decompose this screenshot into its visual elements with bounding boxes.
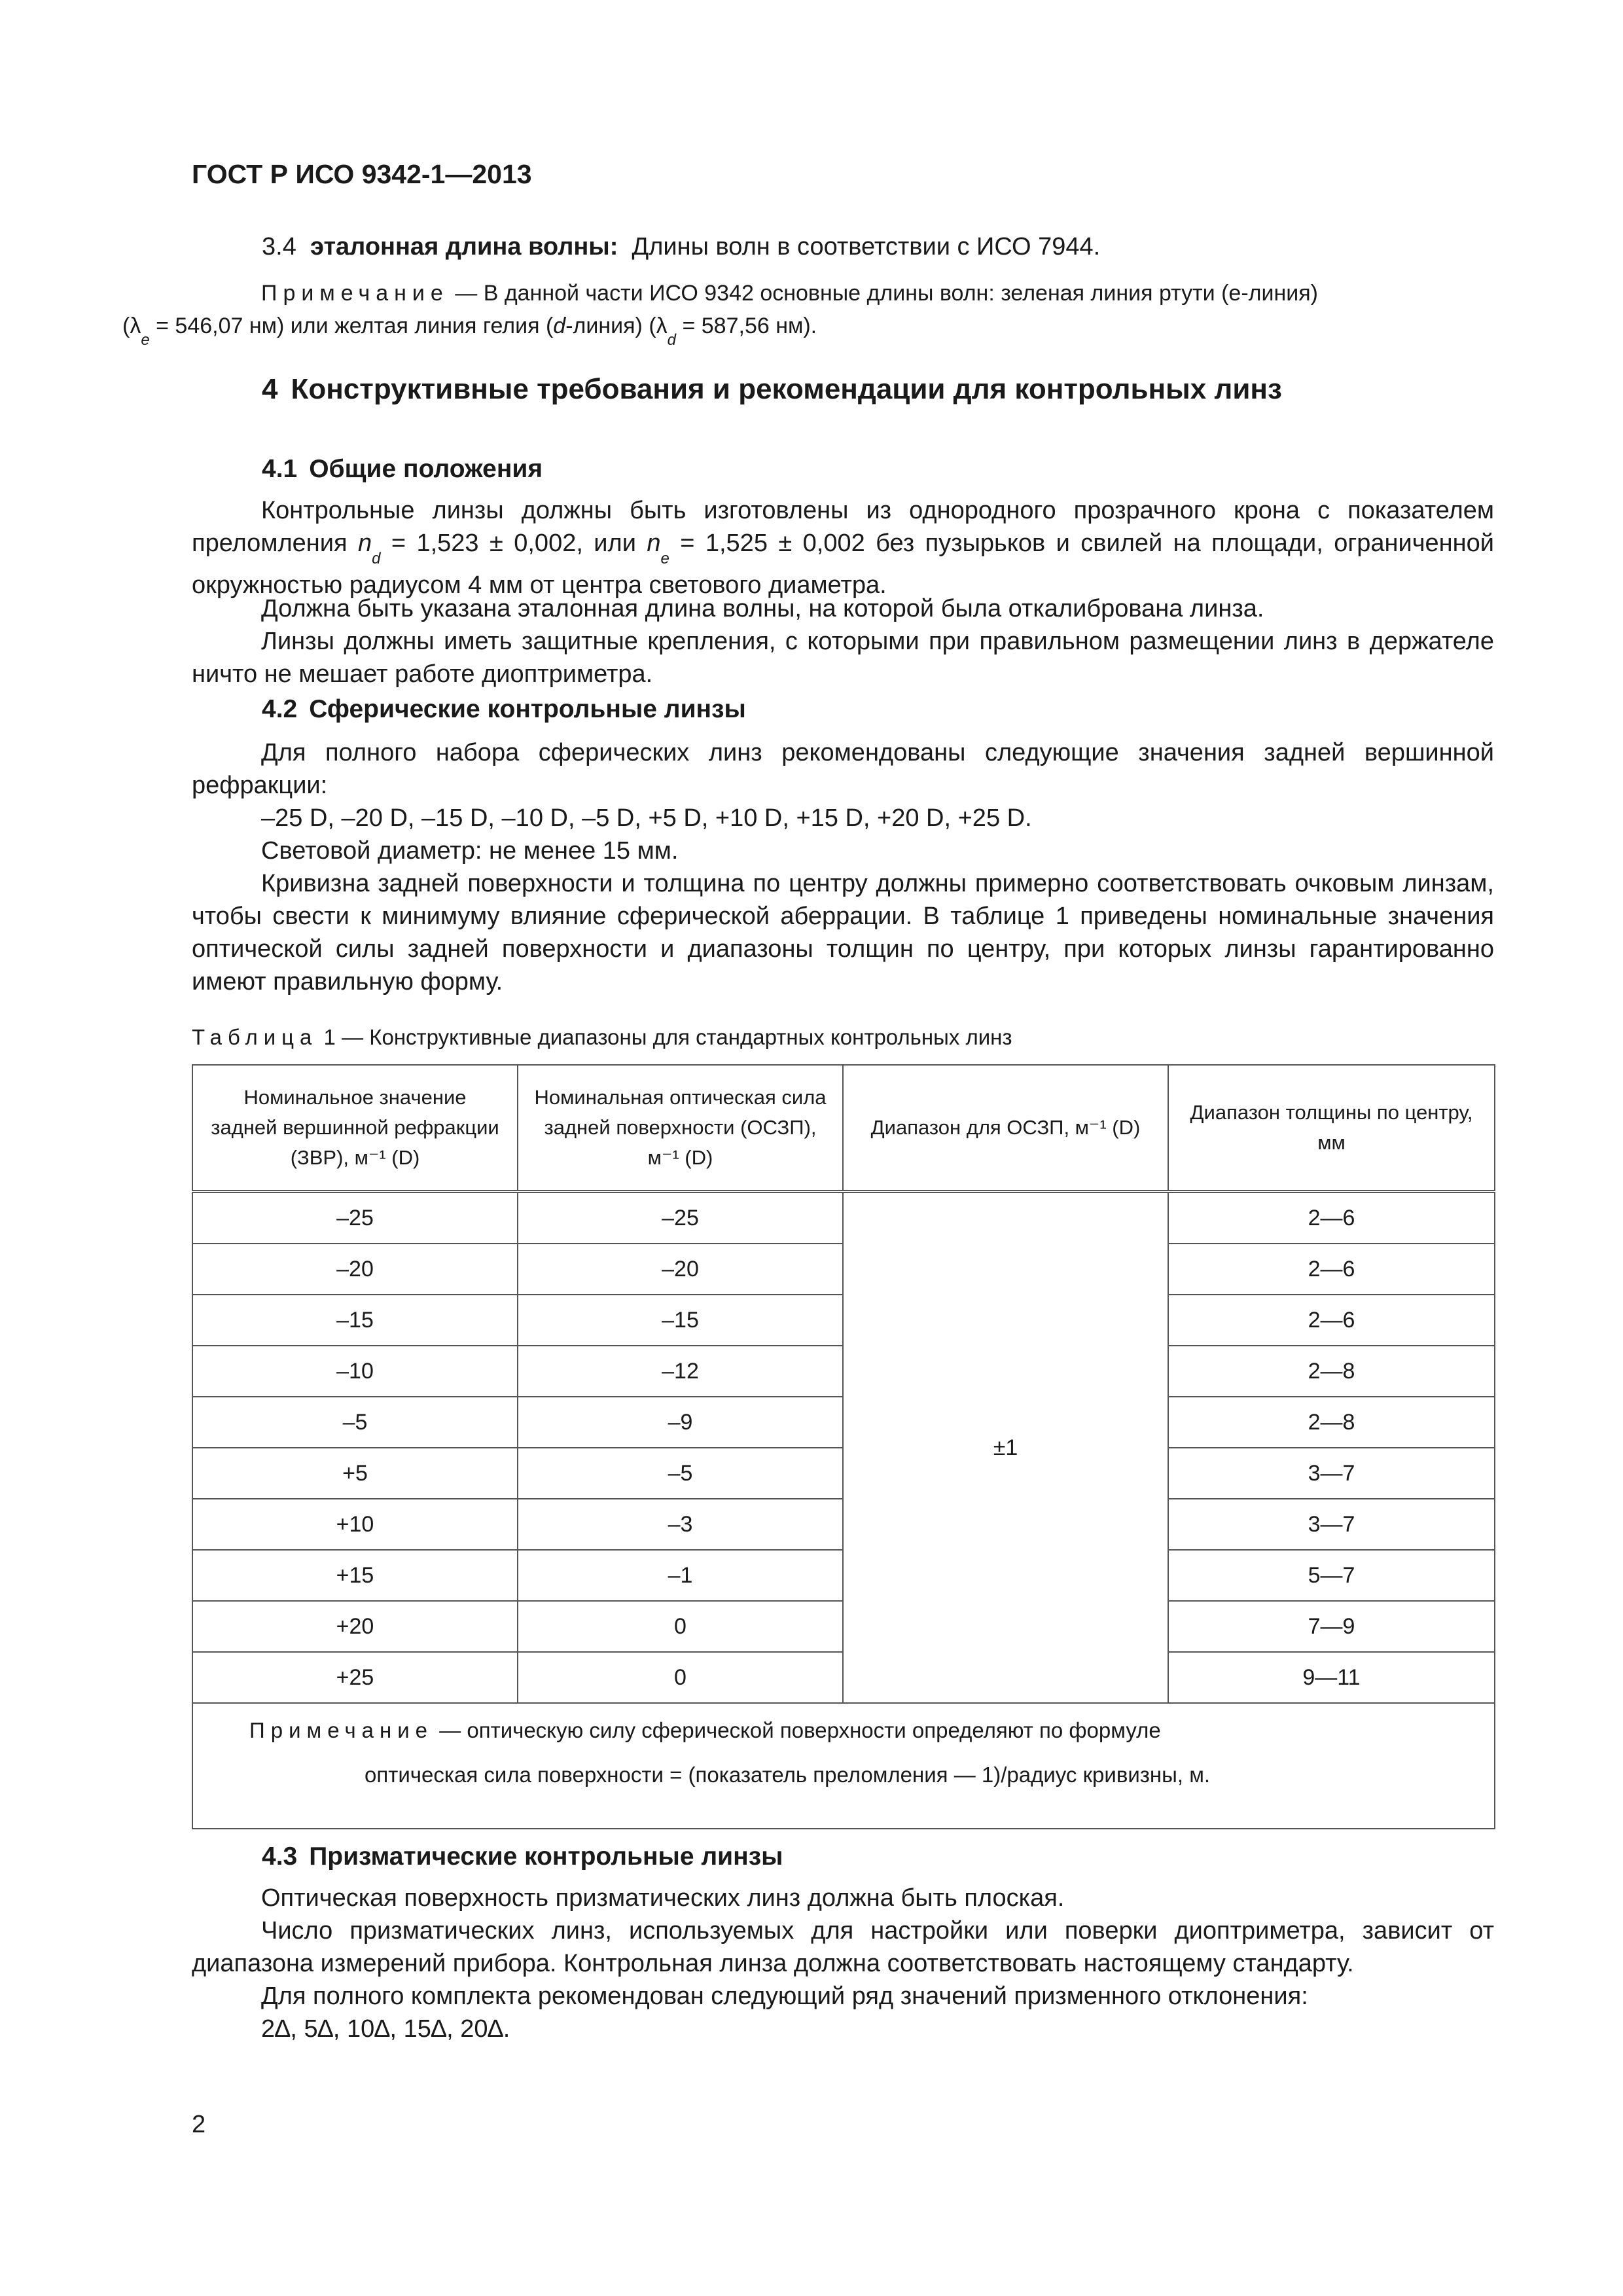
- paragraph-4-3-3: Для полного комплекта рекомендован следующий ряд значений призменного отклонения:: [261, 1982, 1308, 2010]
- table-cell: +5: [192, 1448, 518, 1499]
- caption-label: Таблица: [192, 1025, 318, 1049]
- clause-3-4: [262, 230, 1492, 263]
- subsection-title: Сферические контрольные линзы: [309, 695, 746, 723]
- note-text: = 546,07 нм) или желтая линия гелия (: [149, 314, 554, 338]
- section-title: Конструктивные требования и рекомендации для контрольных линз: [291, 373, 1282, 405]
- page-number: 2: [192, 2111, 206, 2138]
- paragraph-4-1-2: Должна быть указана эталонная длина волны, на которой была откалибрована линза.: [261, 595, 1264, 622]
- italic-text: n: [357, 529, 372, 557]
- paragraph-4-2-2: –25 D, –20 D, –15 D, –10 D, –5 D, +5 D, +10 D, +15 D, +20 D, +25 D.: [261, 804, 1032, 832]
- table-cell: 2—8: [1168, 1346, 1495, 1397]
- table-cell: 2—8: [1168, 1397, 1495, 1448]
- table-caption: [192, 1025, 1012, 1050]
- text: = 1,523 ± 0,002, или: [380, 529, 647, 557]
- table-header-row: [192, 1065, 1495, 1192]
- subsection-heading-4-2: [262, 695, 746, 724]
- subsection-number: 4.3: [262, 1842, 298, 1871]
- note-text: -линия) (λ: [565, 314, 668, 338]
- paragraph-4-2-3: Световой диаметр: не менее 15 мм.: [261, 837, 679, 865]
- table-cell: 3—7: [1168, 1448, 1495, 1499]
- caption-text: 1 — Конструктивные диапазоны для стандартных контрольных линз: [317, 1025, 1012, 1049]
- paragraph-4-3-2: Число призматических линз, используемых для настройки или поверки диоптриметра, зависит от диапазона измерений прибора. Контрольная линза должна соответствовать настоящему стандарту.: [192, 1917, 1494, 1977]
- table-cell: 9—11: [1168, 1652, 1495, 1703]
- table-cell: 2—6: [1168, 1244, 1495, 1295]
- table-cell: +15: [192, 1550, 518, 1601]
- column-header: Номинальная оптическая сила задней поверхности (ОСЗП), м⁻¹ (D): [518, 1065, 843, 1192]
- table-cell: 7—9: [1168, 1601, 1495, 1652]
- table-cell: –5: [192, 1397, 518, 1448]
- paragraph-4-1-1: [192, 494, 1494, 601]
- table-note-line: [249, 1718, 1494, 1743]
- paragraph-4-3-4: 2∆, 5∆, 10∆, 15∆, 20∆.: [261, 2015, 510, 2043]
- subsection-number: 4.1: [262, 455, 298, 483]
- table-cell: –12: [518, 1346, 843, 1397]
- table-cell: –10: [192, 1346, 518, 1397]
- table-note-row: [192, 1703, 1495, 1829]
- term: эталонная длина волны:: [310, 233, 618, 260]
- text: = 1,525 ± 0,002 без пузырьков и свилей на площади, ограниченной окружностью радиусом 4 мм от центра светового диаметра.: [192, 529, 1494, 599]
- table-cell: 0: [518, 1652, 843, 1703]
- subscript: d: [667, 331, 677, 349]
- table-cell: 5—7: [1168, 1550, 1495, 1601]
- subsection-heading-4-3: [262, 1842, 783, 1871]
- paragraph-4-3-1: Оптическая поверхность призматических линз должна быть плоская.: [261, 1884, 1065, 1912]
- subsection-heading-4-1: [262, 455, 543, 484]
- italic-text: d: [553, 314, 566, 338]
- table-cell: 0: [518, 1601, 843, 1652]
- column-header: Диапазон толщины по центру, мм: [1168, 1065, 1495, 1192]
- subsection-title: Призматические контрольные линзы: [309, 1842, 783, 1871]
- note-label: Примечание: [249, 1718, 434, 1742]
- table-cell: –9: [518, 1397, 843, 1448]
- paragraph-4-2-1: Для полного набора сферических линз рекомендованы следующие значения задней вершинной рефракции:: [192, 739, 1494, 799]
- clause-number: 3.4: [262, 233, 296, 260]
- note-label: Примечание: [261, 281, 449, 306]
- lens-table: [192, 1064, 1495, 1829]
- table-row: [192, 1192, 1495, 1244]
- table-cell: 2—6: [1168, 1295, 1495, 1346]
- subsection-title: Общие положения: [309, 455, 543, 483]
- note-text: (λ: [122, 314, 141, 338]
- subscript: e: [141, 331, 150, 349]
- table-cell: –20: [192, 1244, 518, 1295]
- table-cell: +10: [192, 1499, 518, 1550]
- table-cell: –20: [518, 1244, 843, 1295]
- formula: оптическая сила поверхности = (показатель преломления — 1)/радиус кривизны, м.: [365, 1763, 1211, 1787]
- table-note: [192, 1703, 1495, 1829]
- table-cell: –25: [192, 1192, 518, 1244]
- note-text: — В данной части ИСО 9342 основные длины волн: зеленая линия ртути (e-линия): [448, 281, 1318, 306]
- paragraph-4-1-3: Линзы должны иметь защитные крепления, с которыми при правильном размещении линз в держателе ничто не мешает работе диоптриметра.: [192, 628, 1494, 688]
- document-header: ГОСТ Р ИСО 9342-1—2013: [192, 159, 532, 189]
- table-cell: –15: [192, 1295, 518, 1346]
- note-text: — оптическую силу сферической поверхности определяют по формуле: [433, 1718, 1161, 1742]
- note-text: = 587,56 нм).: [676, 314, 817, 338]
- table-cell: –5: [518, 1448, 843, 1499]
- table-cell: +20: [192, 1601, 518, 1652]
- table-cell: –25: [518, 1192, 843, 1244]
- range-cell: ±1: [843, 1192, 1168, 1704]
- subsection-number: 4.2: [262, 695, 298, 723]
- text: Контрольные линзы должны быть изготовлены из однородного прозрачного крона с показателем преломления: [192, 497, 1494, 557]
- table-cell: –15: [518, 1295, 843, 1346]
- note-3-4: [122, 277, 1494, 350]
- table-cell: –1: [518, 1550, 843, 1601]
- section-heading-4: [262, 373, 1282, 406]
- table-cell: +25: [192, 1652, 518, 1703]
- column-header: Номинальное значение задней вершинной рефракции (ЗВР), м⁻¹ (D): [192, 1065, 518, 1192]
- table-cell: 2—6: [1168, 1192, 1495, 1244]
- table-cell: –3: [518, 1499, 843, 1550]
- subscript: d: [372, 549, 381, 567]
- italic-text: n: [647, 529, 661, 557]
- definition: Длины волн в соответствии с ИСО 7944.: [632, 233, 1101, 260]
- section-number: 4: [262, 373, 278, 405]
- column-header: Диапазон для ОСЗП, м⁻¹ (D): [843, 1065, 1168, 1192]
- subscript: e: [660, 549, 669, 567]
- paragraph-4-2-4: Кривизна задней поверхности и толщина по центру должны примерно соответствовать очковым линзам, чтобы свести к минимуму влияние сферической аберрации. В таблице 1 приведены номинальные значения оптической силы задней поверхности и диапазоны толщин по центру, при которых линзы гарантированно имеют правильную форму.: [192, 870, 1494, 996]
- table-cell: 3—7: [1168, 1499, 1495, 1550]
